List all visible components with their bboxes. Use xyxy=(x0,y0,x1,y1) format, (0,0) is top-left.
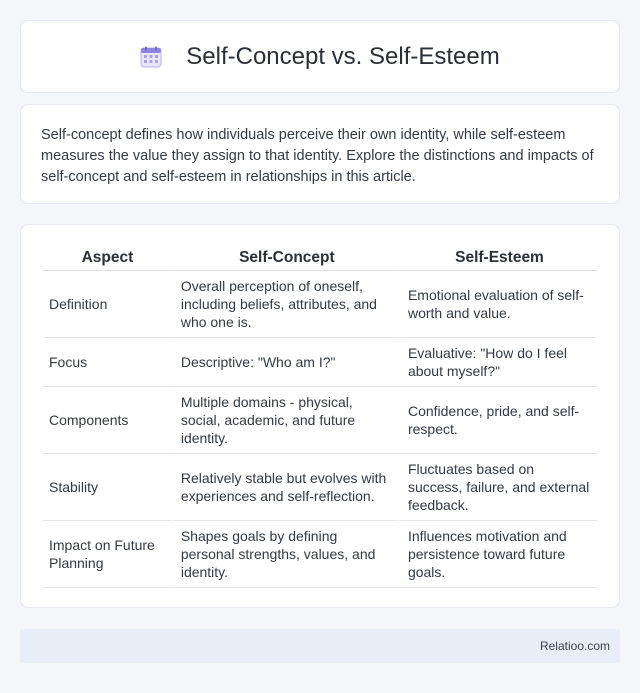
table-cell: Relatively stable but evolves with experiences and self-reflection. xyxy=(172,454,399,521)
column-header-aspect: Aspect xyxy=(43,245,172,271)
table-cell: Shapes goals by defining personal strengths, values, and identity. xyxy=(172,521,399,588)
table-row xyxy=(43,521,597,588)
table-cell: Stability xyxy=(43,454,172,521)
table-header-row xyxy=(43,245,597,271)
column-header-self-concept: Self-Concept xyxy=(172,245,399,271)
table-cell: Definition xyxy=(43,271,172,338)
table-row xyxy=(43,338,597,387)
table-cell: Descriptive: "Who am I?" xyxy=(172,338,399,387)
footer xyxy=(20,629,620,663)
intro-text: Self-concept defines how individuals perceive their own identity, while self-esteem measures the value they assign to that identity. Explore the distinctions and impacts of self-concept and self-esteem in relationships in this article. xyxy=(41,127,594,185)
column-header-self-esteem: Self-Esteem xyxy=(399,245,597,271)
table-row xyxy=(43,454,597,521)
intro-card xyxy=(20,104,620,204)
table-cell: Influences motivation and persistence toward future goals. xyxy=(399,521,597,588)
comparison-table-card xyxy=(20,224,620,608)
table-cell: Impact on Future Planning xyxy=(43,521,172,588)
title-card xyxy=(20,20,620,93)
table-cell: Evaluative: "How do I feel about myself?" xyxy=(399,338,597,387)
table-cell: Overall perception of oneself, including beliefs, attributes, and who one is. xyxy=(172,271,399,338)
footer-brand: Relatioo.com xyxy=(539,639,610,653)
table-cell: Emotional evaluation of self-worth and value. xyxy=(399,271,597,338)
table-cell: Components xyxy=(43,387,172,454)
table-cell: Confidence, pride, and self-respect. xyxy=(399,387,597,454)
comparison-table xyxy=(43,245,597,588)
page-title xyxy=(140,43,499,71)
table-cell: Multiple domains - physical, social, academic, and future identity. xyxy=(172,387,399,454)
table-row xyxy=(43,387,597,454)
page-title-text: Self-Concept vs. Self-Esteem xyxy=(186,42,500,70)
table-cell: Focus xyxy=(43,338,172,387)
calendar-icon xyxy=(140,46,162,68)
table-cell: Fluctuates based on success, failure, and external feedback. xyxy=(399,454,597,521)
table-row xyxy=(43,271,597,338)
